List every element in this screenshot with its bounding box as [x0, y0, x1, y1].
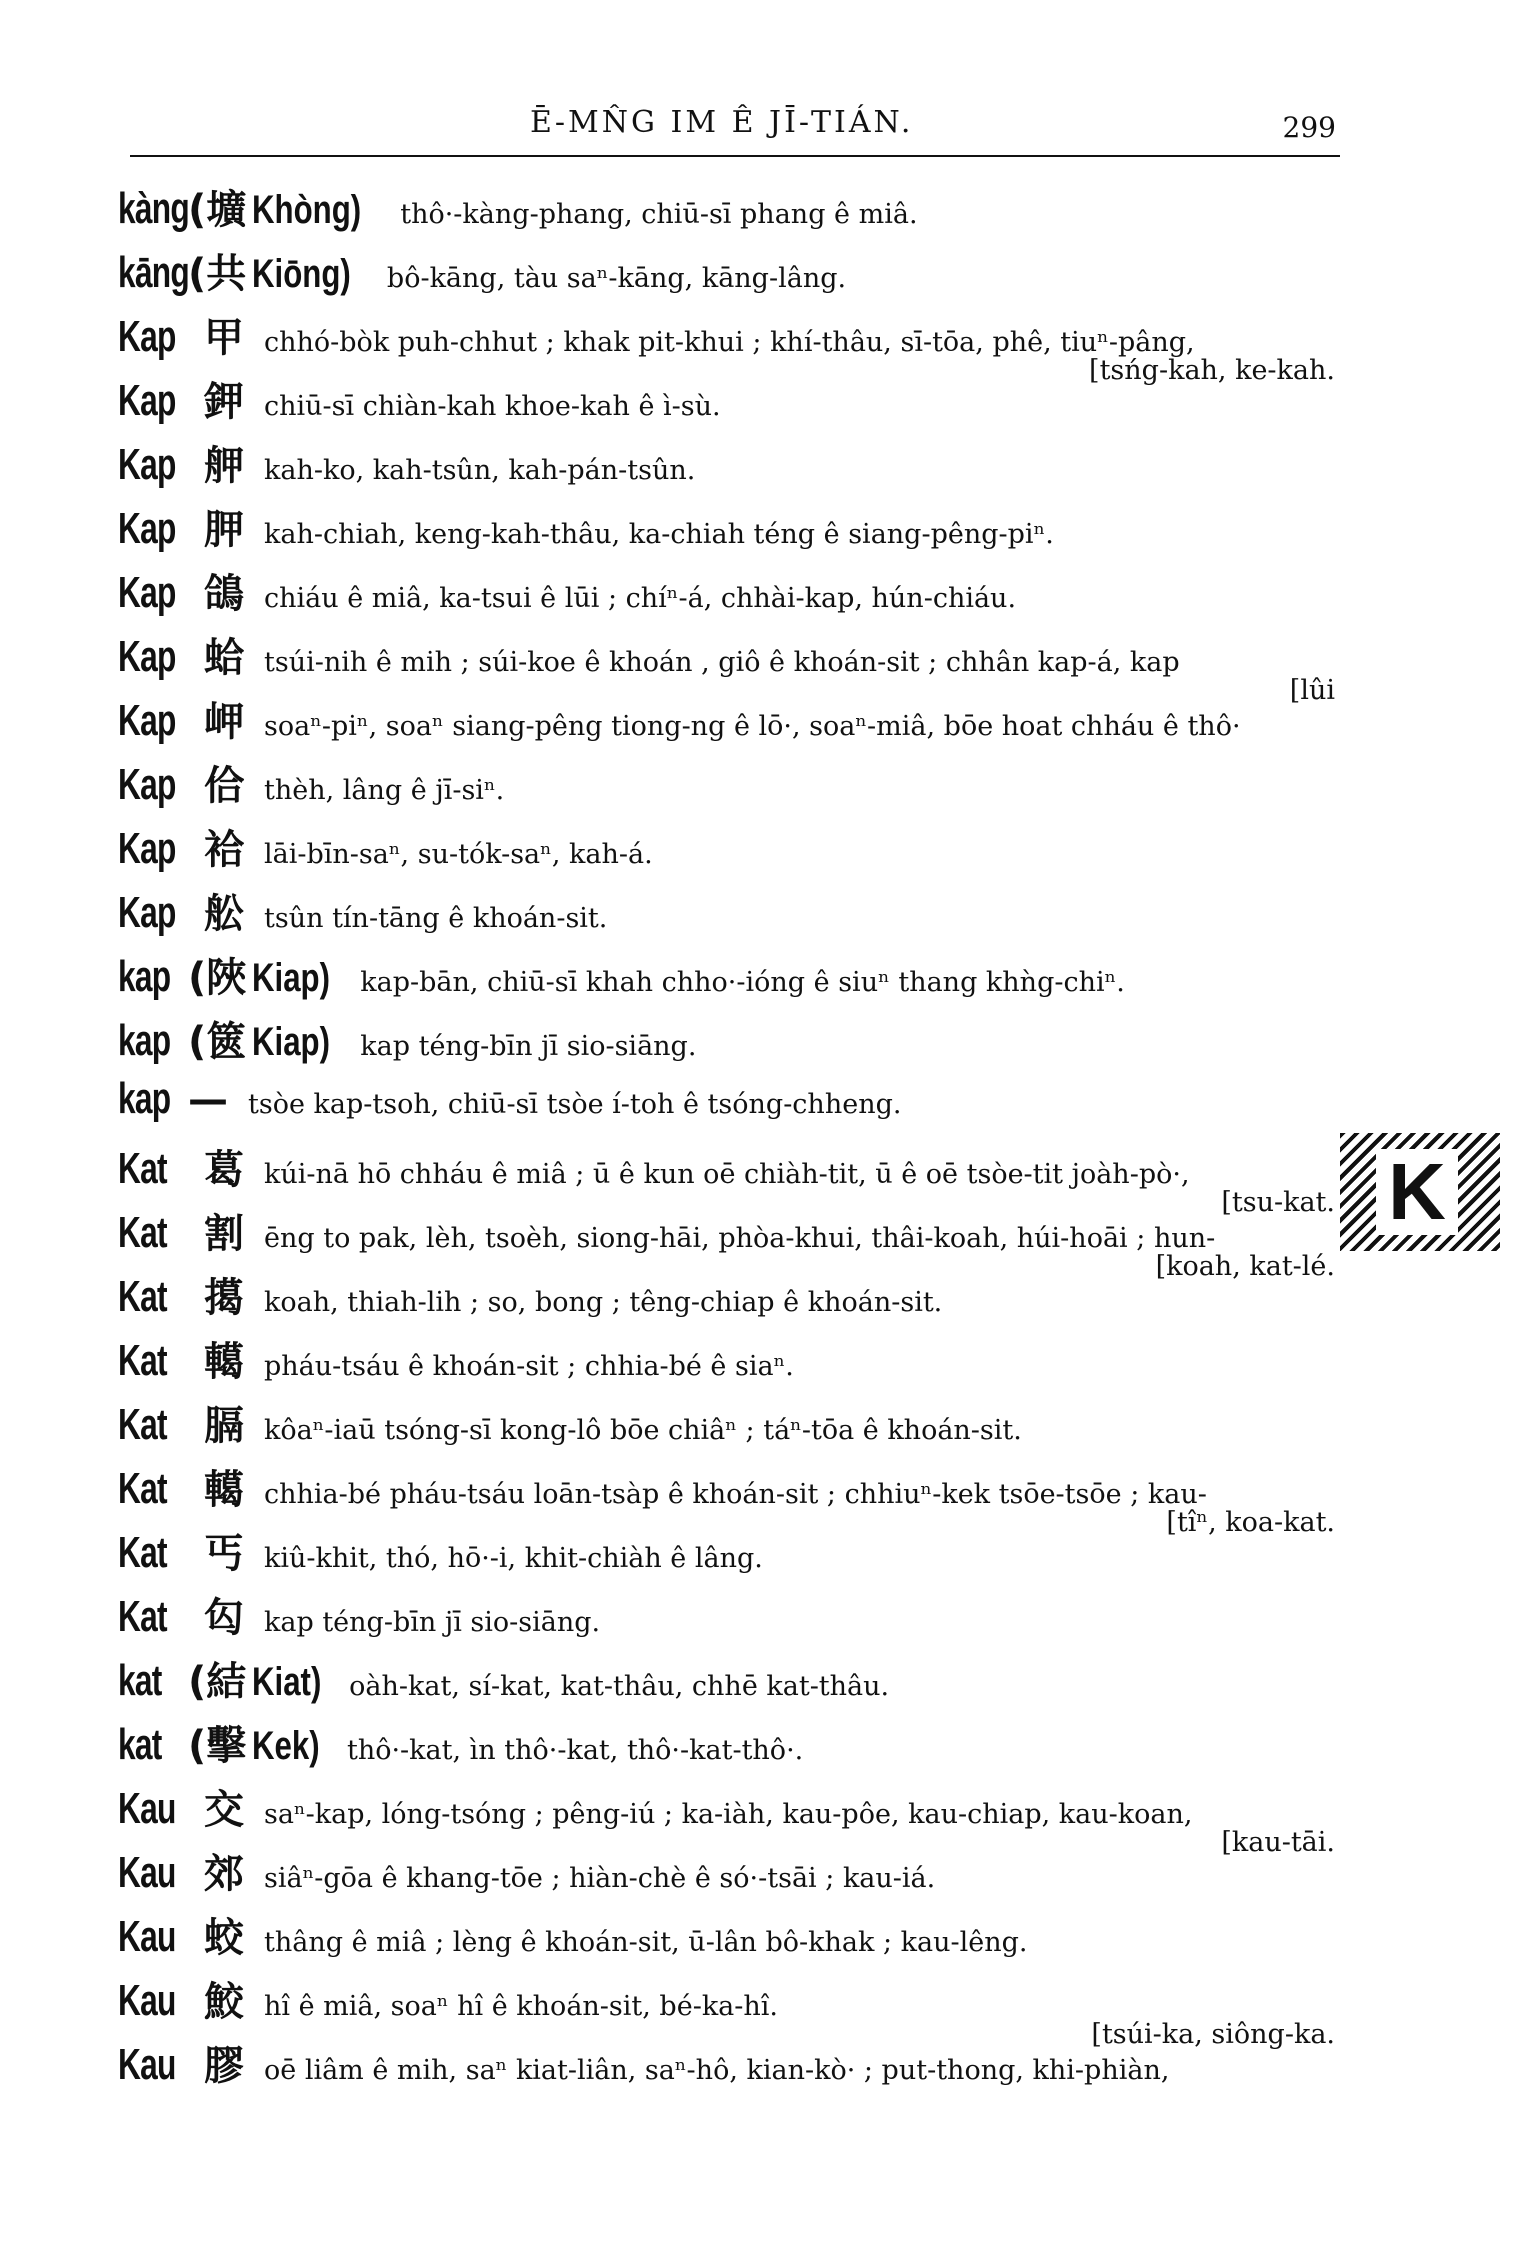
entry-definition: kap téng-bīn jī sio-siāng. [360, 1031, 697, 1062]
entry-character: (壙 [188, 187, 247, 233]
entry-headword: kap [118, 952, 171, 1001]
entry-definition: kúi-nā hō chháu ê miâ ; ū ê kun oē chiàh-tit, ū ê oē tsòe-tit joàh-pò·, [264, 1159, 1190, 1190]
dictionary-entry [118, 1586, 1343, 1650]
running-title: Ē-MN̂G IM Ê JĪ-TIÁN. [530, 105, 914, 140]
entry-character: 蛤 [204, 635, 244, 681]
entry-line [118, 1074, 1343, 1138]
entry-variant-reading: Kiap) [252, 1020, 331, 1064]
entry-line [118, 242, 1343, 306]
entry-character: 擖 [204, 1275, 244, 1321]
dictionary-entry [118, 1330, 1343, 1394]
entry-character: 蛟 [204, 1915, 244, 1961]
entry-definition: saⁿ-kap, lóng-tsóng ; pêng-iú ; ka-iàh, kau-pôe, kau-chiap, kau-koan, [264, 1799, 1193, 1830]
dictionary-entry [118, 434, 1343, 498]
entry-headword: kat [118, 1656, 162, 1705]
entry-character: 胛 [204, 507, 244, 553]
entry-line [118, 1266, 1343, 1330]
entry-character: 轕 [204, 1467, 244, 1513]
entry-character: 葛 [204, 1147, 244, 1193]
entry-line [118, 1842, 1343, 1906]
dictionary-entry [118, 1394, 1343, 1458]
entry-line [118, 562, 1343, 626]
entry-definition: thèh, lâng ê jī-siⁿ. [264, 775, 505, 806]
dictionary-entry [118, 370, 1343, 434]
entry-definition: oàh-kat, sí-kat, kat-thâu, chhē kat-thâu. [349, 1671, 890, 1702]
entry-character: (擊 [188, 1723, 247, 1769]
entry-variant-reading: Kiap) [252, 956, 331, 1000]
entry-character: 鉀 [204, 379, 244, 425]
entry-headword: Kap [118, 760, 176, 809]
entry-headword: Kap [118, 504, 176, 553]
entry-line [118, 754, 1343, 818]
entry-character: 袷 [204, 827, 244, 873]
entry-definition: kah-ko, kah-tsûn, kah-pán-tsûn. [264, 455, 696, 486]
entry-headword: Kat [118, 1464, 167, 1513]
entry-definition: ēng to pak, lèh, tsoèh, siong-hāi, phòa-khui, thâi-koah, húi-hoāi ; hun- [264, 1223, 1216, 1254]
entry-character: 鮫 [204, 1979, 244, 2025]
entry-headword: Kap [118, 824, 176, 873]
entry-character: 交 [204, 1787, 244, 1833]
entry-character: — [188, 1077, 228, 1123]
entry-headword: Kat [118, 1144, 167, 1193]
entry-line [118, 498, 1343, 562]
entry-variant-reading: Kek) [252, 1724, 320, 1768]
dictionary-entry [118, 1906, 1343, 1970]
entry-definition: tsûn tín-tāng ê khoán-sit. [264, 903, 608, 934]
entry-line [118, 1010, 1343, 1074]
entry-variant-reading: Kiōng) [252, 252, 352, 296]
entry-continuation: [kau-tāi. [1221, 1827, 1335, 1858]
entry-continuation: [tsúi-ka, siông-ka. [1091, 2019, 1335, 2050]
entry-headword: Kat [118, 1400, 167, 1449]
dictionary-entry [118, 178, 1343, 242]
dictionary-entries [118, 178, 1343, 2098]
entry-line [118, 434, 1343, 498]
entry-definition: thô·-kàng-phang, chiū-sī phang ê miâ. [400, 199, 918, 230]
entry-definition: kap téng-bīn jī sio-siāng. [264, 1607, 601, 1638]
dictionary-entry [118, 1650, 1343, 1714]
entry-definition: tsúi-nih ê mih ; súi-koe ê khoán , giô ê khoán-sit ; chhân kap-á, kap [264, 647, 1180, 678]
dictionary-entry [118, 1266, 1343, 1330]
dictionary-entry [118, 946, 1343, 1010]
entry-headword: Kap [118, 312, 176, 361]
entry-character: 佮 [204, 763, 244, 809]
entry-line [118, 946, 1343, 1010]
entry-definition: pháu-tsáu ê khoán-sit ; chhia-bé ê siaⁿ. [264, 1351, 794, 1382]
entry-headword: Kau [118, 1976, 176, 2025]
entry-headword: Kau [118, 1848, 176, 1897]
entry-headword: Kap [118, 632, 176, 681]
entry-headword: Kat [118, 1528, 167, 1577]
dictionary-entry [118, 1074, 1343, 1138]
entry-variant-reading: Kiat) [252, 1660, 322, 1704]
entry-definition: chhia-bé pháu-tsáu loān-tsàp ê khoán-sit ; chhiuⁿ-kek tsōe-tsōe ; kau- [264, 1479, 1207, 1510]
entry-character: 膈 [204, 1403, 244, 1449]
entry-headword: Kau [118, 1784, 176, 1833]
entry-continuation: [tsńg-kah, ke-kah. [1089, 355, 1335, 386]
entry-headword: Kap [118, 440, 176, 489]
dictionary-entry [118, 882, 1343, 946]
entry-variant-reading: Khòng) [252, 188, 362, 232]
entry-character: (陜 [188, 955, 247, 1001]
entry-character: 甲 [204, 315, 244, 361]
entry-definition: kiû-khit, thó, hō·-i, khit-chiàh ê lâng. [264, 1543, 763, 1574]
entry-line [118, 178, 1343, 242]
entry-line [118, 1522, 1343, 1586]
entry-definition: kôaⁿ-iaū tsóng-sī kong-lô bōe chiâⁿ ; táⁿ-tōa ê khoán-sit. [264, 1415, 1022, 1446]
dictionary-entry [118, 1714, 1343, 1778]
dictionary-entry [118, 242, 1343, 306]
entry-line [118, 2034, 1343, 2098]
entry-continuation: [lûi [1289, 675, 1335, 706]
entry-continuation: [tîⁿ, koa-kat. [1166, 1507, 1335, 1538]
entry-definition: koah, thiah-lih ; so, bong ; têng-chiap ê khoán-sit. [264, 1287, 943, 1318]
entry-definition: soaⁿ-piⁿ, soaⁿ siang-pêng tiong-ng ê lō·, soaⁿ-miâ, bōe hoat chháu ê thô· [264, 711, 1241, 742]
entry-character: 舩 [204, 891, 244, 937]
entry-line [118, 1586, 1343, 1650]
entry-definition: chiáu ê miâ, ka-tsui ê lūi ; chíⁿ-á, chhài-kap, hún-chiáu. [264, 583, 1017, 614]
entry-headword: kap [118, 1074, 171, 1123]
dictionary-entry [118, 690, 1343, 754]
entry-character: 匃 [204, 1595, 244, 1641]
entry-headword: Kat [118, 1208, 167, 1257]
entry-line [118, 1714, 1343, 1778]
entry-headword: Kat [118, 1336, 167, 1385]
entry-line [118, 882, 1343, 946]
entry-line [118, 370, 1343, 434]
entry-line [118, 690, 1343, 754]
entry-definition: thô·-kat, ìn thô·-kat, thô·-kat-thô·. [346, 1735, 804, 1766]
entry-headword: Kap [118, 568, 176, 617]
entry-definition: chhó-bòk puh-chhut ; khak pit-khui ; khí-thâu, sī-tōa, phê, tiuⁿ-pâng, [264, 327, 1195, 358]
entry-line [118, 1650, 1343, 1714]
page-header [130, 105, 1340, 157]
entry-character: 岬 [204, 699, 244, 745]
entry-headword: Kap [118, 696, 176, 745]
entry-line [118, 1906, 1343, 1970]
entry-definition: bô-kāng, tàu saⁿ-kāng, kāng-lâng. [386, 263, 847, 294]
dictionary-entry [118, 1842, 1343, 1906]
entry-headword: Kau [118, 2040, 176, 2089]
entry-headword: kap [118, 1016, 171, 1065]
entry-character: (結 [188, 1659, 247, 1705]
thumb-index-letter: K [1376, 1149, 1458, 1235]
entry-line [118, 1394, 1343, 1458]
dictionary-entry [118, 2034, 1343, 2098]
entry-character: (篋 [188, 1019, 247, 1065]
entry-continuation: [koah, kat-lé. [1155, 1251, 1335, 1282]
entry-definition: lāi-bīn-saⁿ, su-tók-saⁿ, kah-á. [264, 839, 653, 870]
entry-headword: kat [118, 1720, 162, 1769]
entry-definition: siâⁿ-gōa ê khang-tōe ; hiàn-chè ê só·-tsāi ; kau-iá. [264, 1863, 936, 1894]
entry-definition: thâng ê miâ ; lèng ê khoán-sit, ū-lân bô-khak ; kau-lêng. [264, 1927, 1028, 1958]
entry-headword: Kau [118, 1912, 176, 1961]
page-number: 299 [1282, 111, 1336, 144]
entry-line [118, 818, 1343, 882]
entry-headword: kāng [118, 248, 190, 297]
entry-character: 丐 [204, 1531, 244, 1577]
entry-headword: Kat [118, 1592, 167, 1641]
entry-line [118, 1330, 1343, 1394]
entry-definition: oē liâm ê mih, saⁿ kiat-liân, saⁿ-hô, kian-kò· ; put-thong, khi-phiàn, [264, 2055, 1170, 2086]
dictionary-entry [118, 1522, 1343, 1586]
entry-character: 膠 [204, 2043, 244, 2089]
entry-character: (共 [188, 251, 247, 297]
entry-headword: Kat [118, 1272, 167, 1321]
entry-definition: kap-bān, chiū-sī khah chho·-ióng ê siuⁿ thang khǹg-chiⁿ. [360, 967, 1125, 998]
dictionary-entry [118, 818, 1343, 882]
entry-definition: tsòe kap-tsoh, chiū-sī tsòe í-toh ê tsóng-chheng. [248, 1089, 902, 1120]
thumb-index-tab [1340, 1133, 1500, 1251]
entry-definition: hî ê miâ, soaⁿ hî ê khoán-sit, bé-ka-hî. [264, 1991, 779, 2022]
dictionary-entry [118, 562, 1343, 626]
entry-headword: Kap [118, 888, 176, 937]
dictionary-entry [118, 498, 1343, 562]
entry-character: 舺 [204, 443, 244, 489]
entry-character: 轕 [204, 1339, 244, 1385]
entry-headword: kàng [118, 184, 190, 233]
dictionary-entry [118, 1010, 1343, 1074]
entry-character: 郊 [204, 1851, 244, 1897]
entry-definition: chiū-sī chiàn-kah khoe-kah ê ì-sù. [264, 391, 721, 422]
entry-character: 鴿 [204, 571, 244, 617]
entry-headword: Kap [118, 376, 176, 425]
entry-character: 割 [204, 1211, 244, 1257]
entry-definition: kah-chiah, keng-kah-thâu, ka-chiah téng ê siang-pêng-piⁿ. [264, 519, 1054, 550]
entry-continuation: [tsu-kat. [1221, 1187, 1335, 1218]
dictionary-entry [118, 754, 1343, 818]
